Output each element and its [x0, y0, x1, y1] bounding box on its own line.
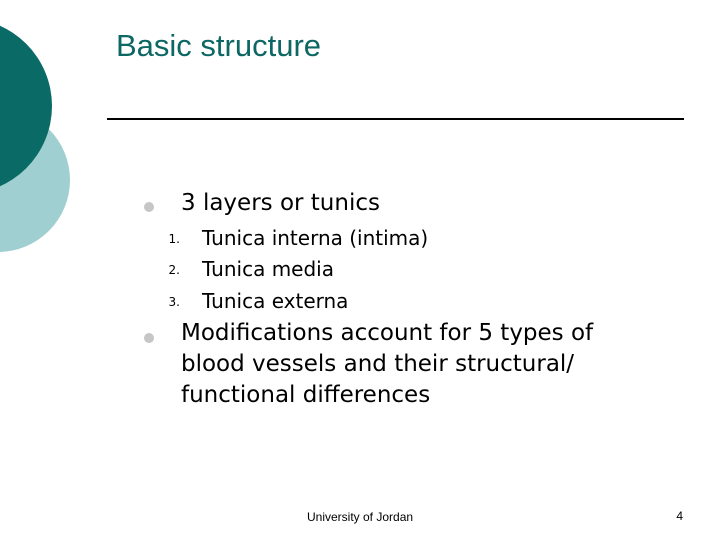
subitem-tunica-externa: Tunica externa	[202, 289, 349, 313]
bullet-text-layers: 3 layers or tunics	[181, 190, 380, 216]
title-divider	[107, 118, 684, 120]
bullet-point	[144, 202, 154, 212]
subitem-number-2: 2.	[168, 263, 180, 277]
decorative-circles	[0, 0, 120, 300]
subitem-tunica-media: Tunica media	[202, 257, 334, 281]
footer-text: University of Jordan	[307, 510, 414, 524]
bullet-point	[144, 333, 154, 343]
subitem-number-3: 3.	[168, 295, 180, 309]
slide-title: Basic structure	[116, 28, 322, 63]
subitem-number-1: 1.	[168, 232, 180, 246]
subitem-tunica-interna: Tunica interna (intima)	[202, 226, 429, 250]
bullet-text-modifications: Modifications account for 5 types of blood vessels and their structural/ functional differences	[181, 320, 594, 408]
page-number: 4	[676, 509, 683, 523]
